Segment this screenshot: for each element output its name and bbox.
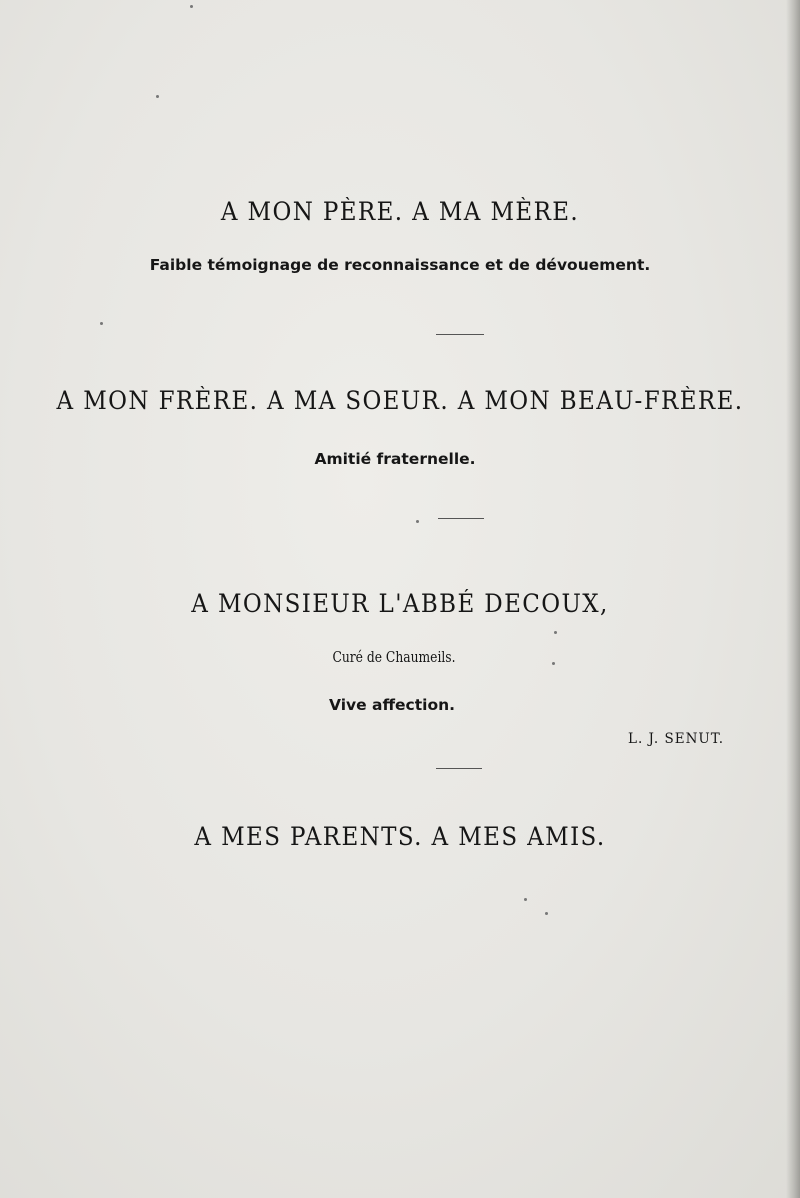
separator-rule bbox=[436, 334, 484, 335]
dedication-parents-title: A MON PÈRE. A MA MÈRE. bbox=[220, 197, 580, 226]
separator-rule bbox=[438, 518, 484, 519]
paper-speck bbox=[156, 95, 159, 98]
dedication-friends-title: A MES PARENTS. A MES AMIS. bbox=[194, 822, 606, 851]
paper-speck bbox=[552, 662, 555, 665]
paper-speck bbox=[545, 912, 548, 915]
dedication-siblings-subtitle: Amitié fraternelle. bbox=[314, 450, 476, 468]
paper-speck bbox=[100, 322, 103, 325]
dedication-siblings-title: A MON FRÈRE. A MA SOEUR. A MON BEAU-FRÈRE. bbox=[56, 386, 744, 415]
author-signature: L. J. SENUT. bbox=[628, 731, 725, 747]
paper-speck bbox=[190, 5, 193, 8]
separator-rule bbox=[436, 768, 482, 769]
paper-speck bbox=[554, 631, 557, 634]
dedication-abbe-subtitle: Vive affection. bbox=[328, 696, 456, 714]
page-edge-shadow bbox=[786, 0, 800, 1198]
paper-speck bbox=[416, 520, 419, 523]
paper-speck bbox=[524, 898, 527, 901]
dedication-parents-subtitle: Faible témoignage de reconnaissance et de dévouement. bbox=[149, 256, 651, 274]
dedication-abbe-title: A MONSIEUR L'ABBÉ DECOUX, bbox=[191, 589, 609, 618]
dedication-abbe-note: Curé de Chaumeils. bbox=[332, 648, 456, 666]
